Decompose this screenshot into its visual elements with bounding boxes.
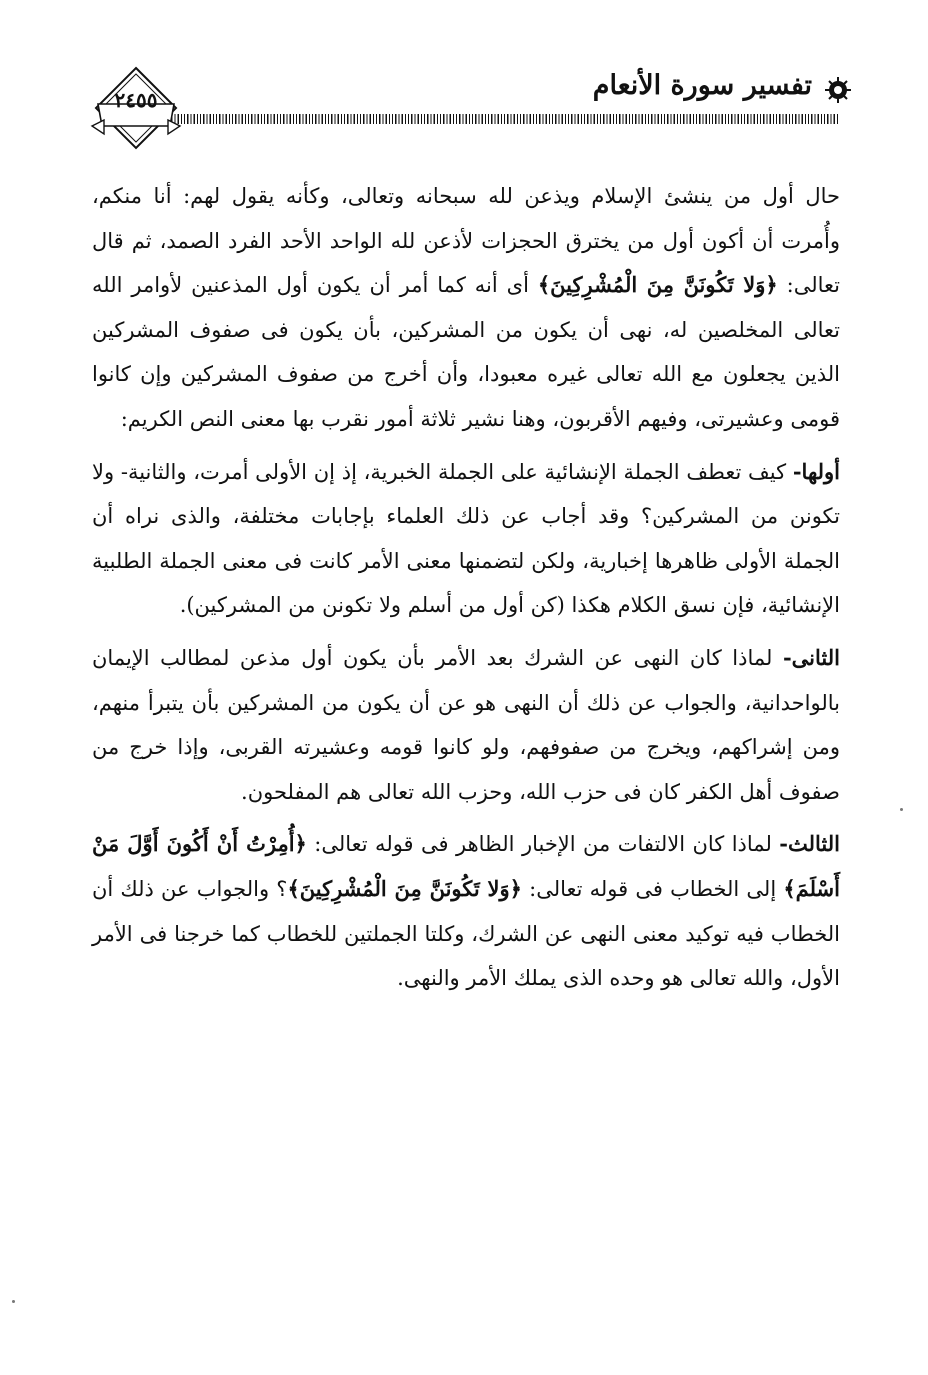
paragraph-1 <box>92 174 840 442</box>
running-title: تفسير سورة الأنعام <box>592 70 812 101</box>
paragraph-lead: الثانى- <box>782 644 840 670</box>
quran-verse: ﴿وَلا تَكُونَنَّ مِنَ الْمُشْرِكِينَ﴾ <box>537 272 778 298</box>
body-text <box>92 174 840 1009</box>
scan-speck <box>900 808 903 811</box>
paragraph-2 <box>92 450 840 628</box>
page-number: ٢٤٥٥ <box>114 88 158 112</box>
paragraph-lead: الثالث- <box>779 831 840 857</box>
text-segment: حال أول من ينشئ الإسلام ويذعن لله سبحانه وتعالى، وكأنه يقول لهم: أنا منكم، وأُمرت أن أكون أول من يخترق الحجزات لأذعن لله الواحد الأحد الفرد الصمد، ثم قال تعالى: <box>92 184 840 298</box>
paragraph-lead: أولها- <box>792 458 840 484</box>
scan-speck <box>12 1300 15 1303</box>
page-header <box>80 58 870 158</box>
text-segment: إلى الخطاب فى قوله تعالى: <box>521 876 784 901</box>
quran-verse: ﴿وَلا تَكُونَنَّ مِنَ الْمُشْرِكِينَ﴾ <box>287 875 522 901</box>
text-segment: لماذا كان النهى عن الشرك بعد الأمر بأن يكون أول مذعن لمطالب الإيمان بالواحدانية، والجواب عن ذلك أن النهى هو عن أن يكون من المشركين بأن يتبرأ منهم، ومن إشراكهم، ويخرج من صفوفهم، ولو كانوا قومه وعشيرته القربى، وإذا خرج من صفوف أهل الكفر كان فى حزب الله، وحزب الله تعالى هم المفلحون. <box>92 645 840 804</box>
text-segment: أى أنه كما أمر أن يكون أول المذعنين لأوامر الله تعالى المخلصين له، نهى أن يكون من المشركين، بأن يكون فى صفوف المشركين الذين يجعلون مع الله تعالى غيره معبودا، وأن أخرج من صفوف المشركين وإن كانوا قومى وعشيرتى، وفيهم الأقربون، وهنا نشير ثلاثة أمور نقرب بها معنى النص الكريم: <box>92 273 840 431</box>
text-segment: لماذا كان الالتفات من الإخبار الظاهر فى قوله تعالى: <box>306 832 780 857</box>
text-segment: ؟ والجواب عن ذلك أن الخطاب فيه توكيد معنى النهى عن الشرك، وكلتا الجملتين للخطاب كما خرجنا فى الأمر الأول، والله تعالى هو وحده الذى يملك الأمر والنهى. <box>92 876 840 991</box>
quran-verse: ﴿أُمِرْتُ أَنْ أَكُونَ أَوَّلَ مَنْ أَسْلَمَ﴾ <box>92 831 840 901</box>
ornament-icon <box>824 76 852 104</box>
header-rule <box>168 114 840 124</box>
text-segment: كيف تعطف الجملة الإنشائية على الجملة الخبرية، إذ إن الأولى أمرت، والثانية- ولا تكونن من المشركين؟ وقد أجاب عن ذلك العلماء بإجابات مختلفة، والذى نراه أن الجملة الأولى ظاهرها إخبارية، ولكن لتضمنها معنى الأمر كانت فى معنى الجملة الطلبية الإنشائية، فإن نسق الكلام هكذا (كن أول من أسلم ولا تكونن من المشركين). <box>92 459 840 618</box>
paragraph-3 <box>92 636 840 814</box>
paragraph-4 <box>92 822 840 1000</box>
